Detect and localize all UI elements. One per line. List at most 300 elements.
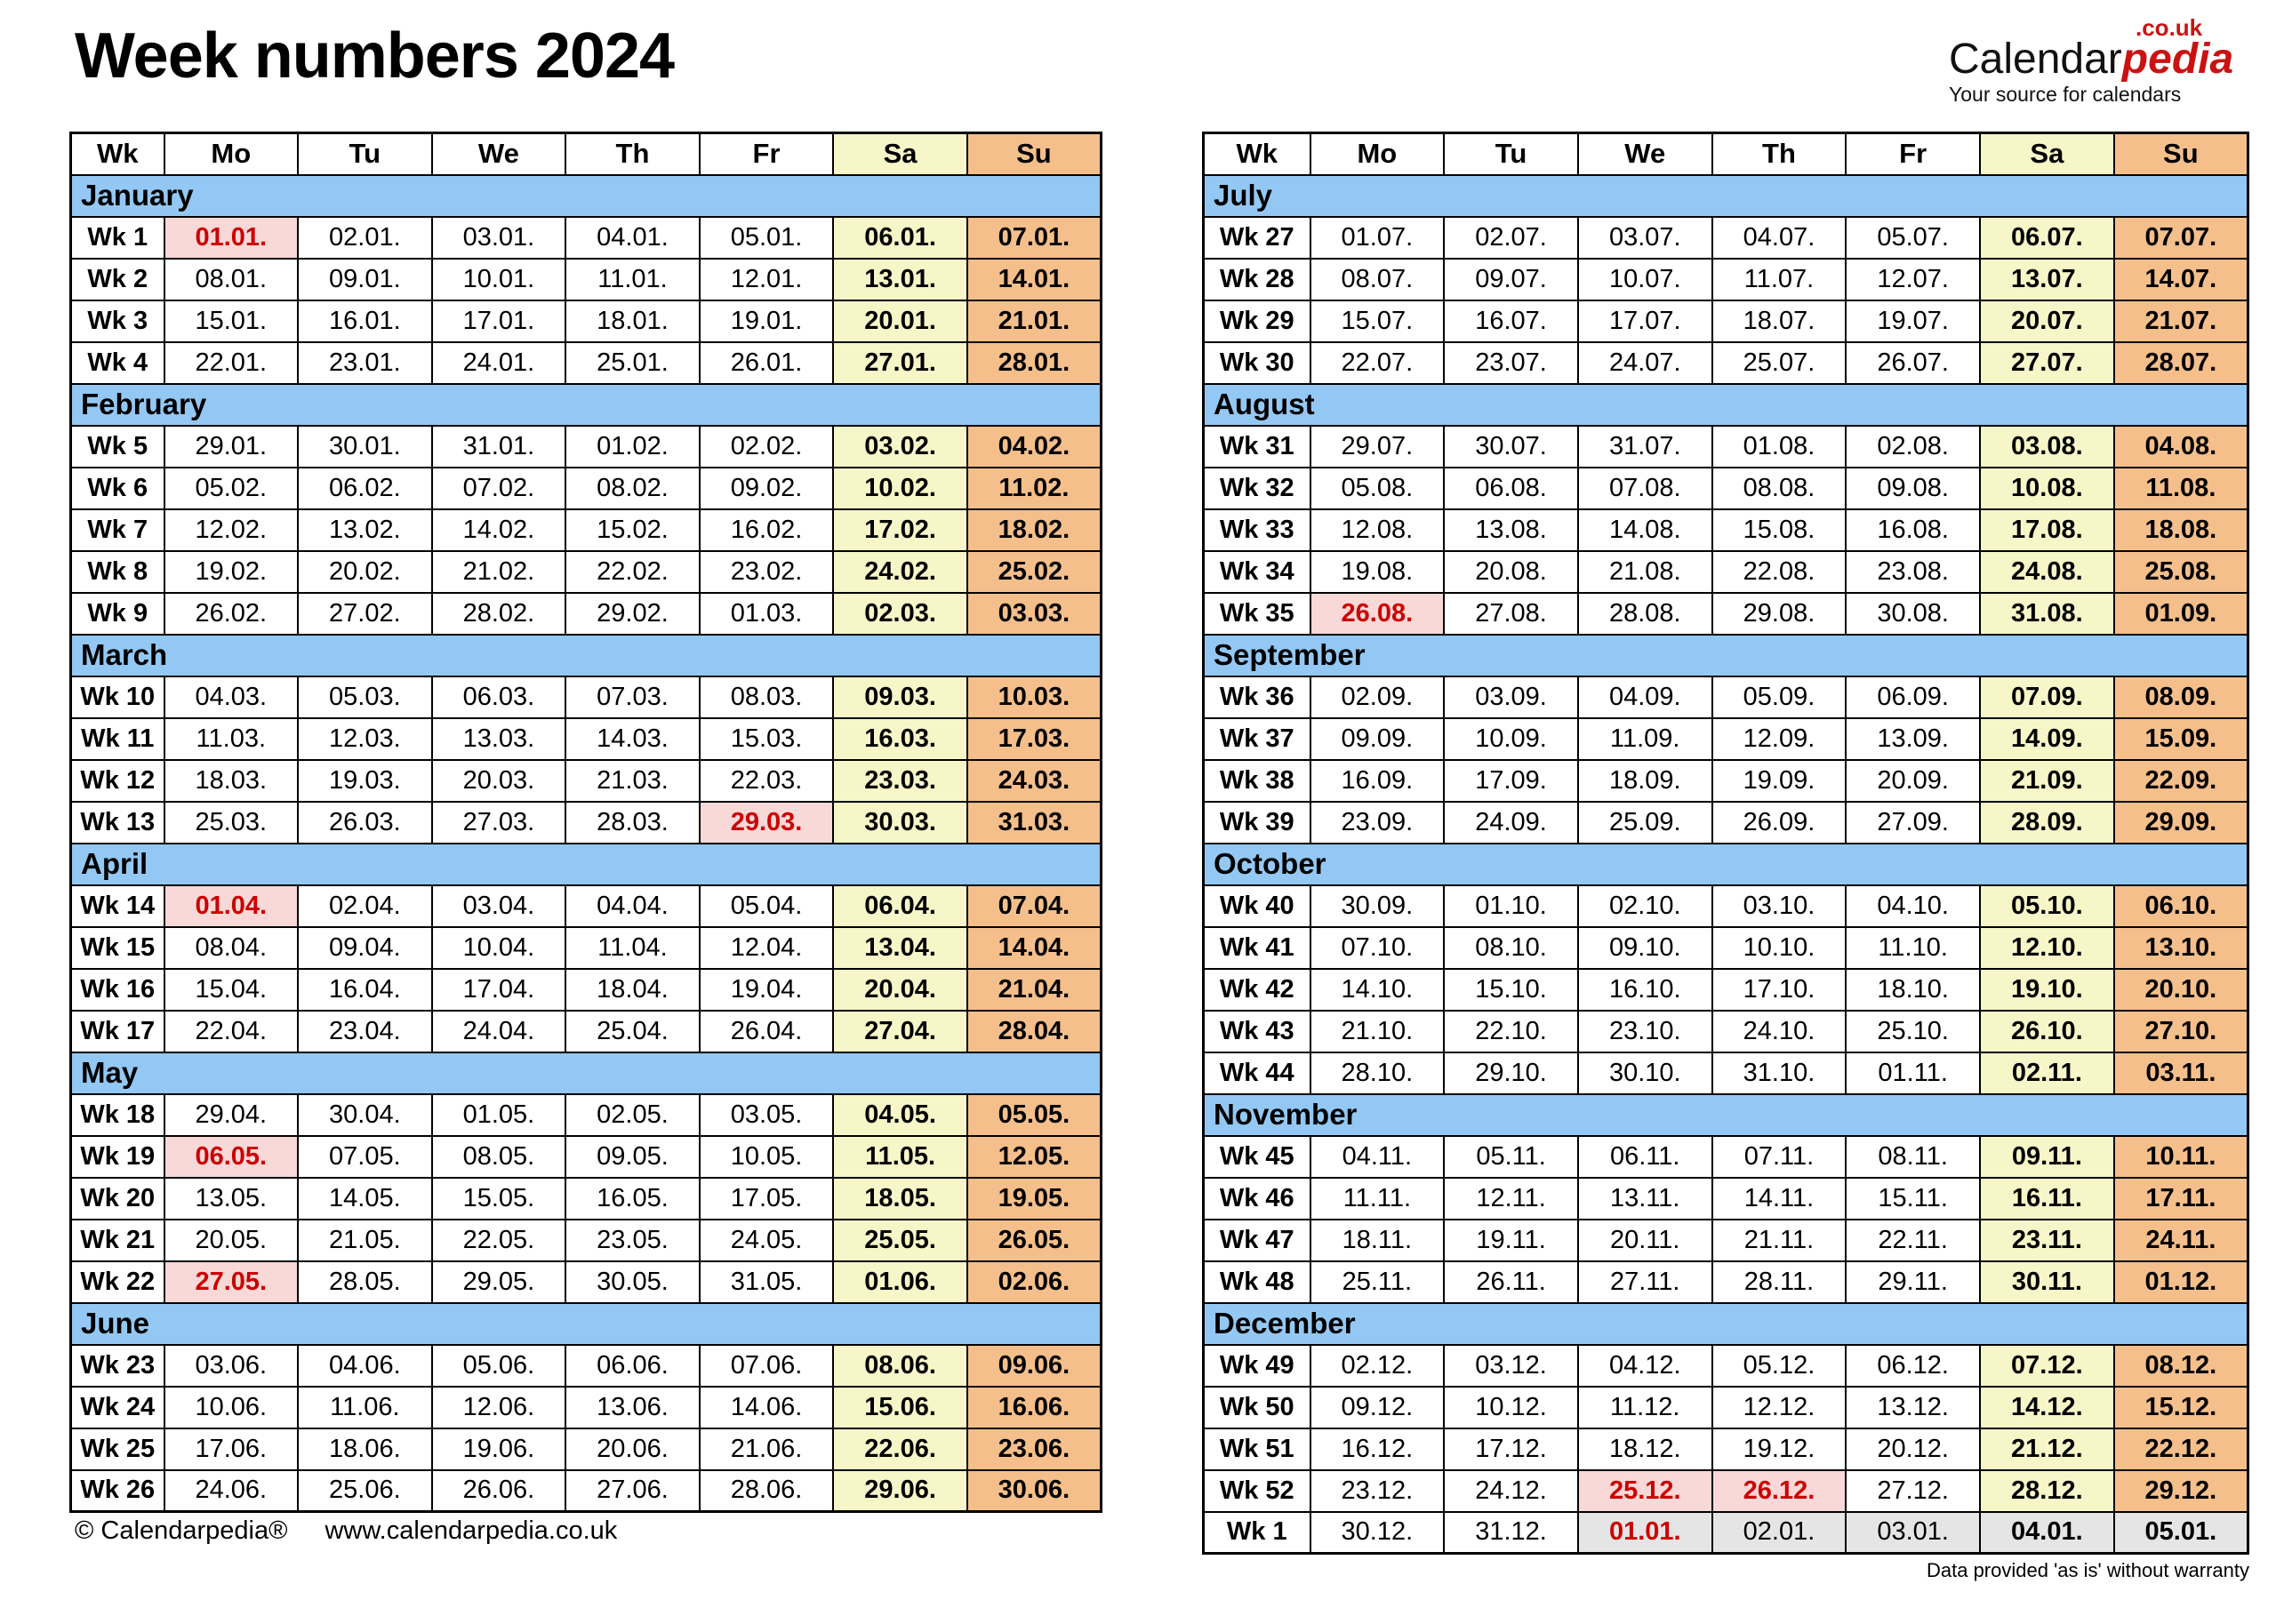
day-cell: 11.01.: [565, 259, 700, 300]
day-cell: 16.10.: [1578, 969, 1712, 1011]
day-cell: 15.10.: [1444, 969, 1578, 1011]
day-cell: 14.11.: [1712, 1178, 1847, 1220]
day-cell: 02.12.: [1310, 1345, 1445, 1387]
week-row: [71, 1345, 1102, 1387]
day-cell: 29.10.: [1444, 1052, 1578, 1094]
day-cell: 08.02.: [565, 468, 700, 509]
day-cell: 13.02.: [298, 509, 432, 551]
week-row: [71, 1178, 1102, 1220]
day-cell: 14.01.: [967, 259, 1102, 300]
day-cell: 12.01.: [700, 259, 834, 300]
day-cell: 08.05.: [432, 1136, 566, 1178]
day-cell: 07.12.: [1980, 1345, 2114, 1387]
week-row: [71, 300, 1102, 342]
week-row: [1204, 927, 2248, 969]
day-cell: 26.04.: [700, 1011, 834, 1052]
day-cell: 23.11.: [1980, 1220, 2114, 1261]
day-cell: 05.06.: [432, 1345, 566, 1387]
day-cell: 03.06.: [164, 1345, 299, 1387]
day-cell: 19.02.: [164, 551, 299, 593]
day-header-th: Th: [1712, 133, 1847, 175]
day-cell: 05.04.: [700, 885, 834, 927]
week-number-cell: Wk 40: [1204, 885, 1310, 927]
day-cell: 12.09.: [1712, 718, 1847, 760]
footer-disclaimer: Data provided 'as is' without warranty: [1926, 1559, 2249, 1581]
day-cell: 09.10.: [1578, 927, 1712, 969]
day-cell: 29.05.: [432, 1261, 566, 1303]
day-cell: 16.08.: [1846, 509, 1980, 551]
day-cell: 28.10.: [1310, 1052, 1445, 1094]
day-cell: 28.07.: [2114, 342, 2248, 384]
day-cell: 02.01.: [1712, 1512, 1847, 1554]
day-cell: 11.04.: [565, 927, 700, 969]
day-cell: 12.12.: [1712, 1387, 1847, 1428]
day-cell: 02.04.: [298, 885, 432, 927]
day-cell: 23.03.: [833, 760, 967, 802]
day-cell: 01.01.: [164, 217, 299, 259]
day-header-we: We: [432, 133, 566, 175]
day-cell: 29.01.: [164, 426, 299, 468]
day-cell: 02.07.: [1444, 217, 1578, 259]
day-cell: 10.11.: [2114, 1136, 2248, 1178]
week-row: [1204, 342, 2248, 384]
day-cell: 30.06.: [967, 1470, 1102, 1512]
calendar-table-jan-jun: [69, 132, 1102, 1513]
day-cell: 18.04.: [565, 969, 700, 1011]
day-cell: 09.09.: [1310, 718, 1445, 760]
day-cell: 26.08.: [1310, 593, 1445, 635]
day-cell: 26.12.: [1712, 1470, 1847, 1512]
week-row: [1204, 551, 2248, 593]
month-name: April: [71, 844, 1102, 885]
month-name: March: [71, 635, 1102, 676]
week-row: [1204, 1178, 2248, 1220]
day-cell: 30.04.: [298, 1094, 432, 1136]
day-cell: 26.05.: [967, 1220, 1102, 1261]
week-row: [1204, 885, 2248, 927]
day-cell: 24.07.: [1578, 342, 1712, 384]
day-cell: 08.01.: [164, 259, 299, 300]
day-cell: 11.09.: [1578, 718, 1712, 760]
day-cell: 18.06.: [298, 1428, 432, 1470]
day-cell: 18.12.: [1578, 1428, 1712, 1470]
day-cell: 17.07.: [1578, 300, 1712, 342]
week-row: [71, 718, 1102, 760]
day-cell: 01.01.: [1578, 1512, 1712, 1554]
day-cell: 29.08.: [1712, 593, 1847, 635]
day-cell: 14.06.: [700, 1387, 834, 1428]
week-number-cell: Wk 49: [1204, 1345, 1310, 1387]
day-cell: 01.03.: [700, 593, 834, 635]
day-cell: 04.02.: [967, 426, 1102, 468]
day-cell: 12.10.: [1980, 927, 2114, 969]
day-cell: 04.01.: [565, 217, 700, 259]
day-cell: 28.03.: [565, 802, 700, 844]
day-cell: 27.01.: [833, 342, 967, 384]
day-cell: 06.03.: [432, 676, 566, 718]
week-number-cell: Wk 31: [1204, 426, 1310, 468]
day-cell: 07.02.: [432, 468, 566, 509]
day-cell: 27.05.: [164, 1261, 299, 1303]
week-row: [71, 885, 1102, 927]
day-header-we: We: [1578, 133, 1712, 175]
week-number-cell: Wk 32: [1204, 468, 1310, 509]
day-cell: 06.01.: [833, 217, 967, 259]
day-cell: 23.01.: [298, 342, 432, 384]
day-cell: 19.12.: [1712, 1428, 1847, 1470]
day-cell: 07.06.: [700, 1345, 834, 1387]
day-cell: 27.06.: [565, 1470, 700, 1512]
day-cell: 11.08.: [2114, 468, 2248, 509]
week-row: [71, 802, 1102, 844]
day-cell: 21.02.: [432, 551, 566, 593]
week-row: [1204, 1052, 2248, 1094]
day-cell: 25.02.: [967, 551, 1102, 593]
week-row: [1204, 760, 2248, 802]
day-cell: 05.10.: [1980, 885, 2114, 927]
week-number-cell: Wk 1: [1204, 1512, 1310, 1554]
day-cell: 31.01.: [432, 426, 566, 468]
week-row: [1204, 217, 2248, 259]
day-cell: 19.11.: [1444, 1220, 1578, 1261]
day-cell: 11.10.: [1846, 927, 1980, 969]
day-cell: 19.05.: [967, 1178, 1102, 1220]
day-cell: 12.07.: [1846, 259, 1980, 300]
day-cell: 12.02.: [164, 509, 299, 551]
day-header-su: Su: [967, 133, 1102, 175]
day-cell: 13.05.: [164, 1178, 299, 1220]
day-cell: 19.10.: [1980, 969, 2114, 1011]
day-cell: 06.10.: [2114, 885, 2248, 927]
day-cell: 07.04.: [967, 885, 1102, 927]
day-cell: 22.02.: [565, 551, 700, 593]
day-cell: 07.09.: [1980, 676, 2114, 718]
day-cell: 02.05.: [565, 1094, 700, 1136]
day-cell: 06.11.: [1578, 1136, 1712, 1178]
day-cell: 04.03.: [164, 676, 299, 718]
footer-copyright: [75, 1516, 617, 1546]
day-cell: 16.02.: [700, 509, 834, 551]
logo-tagline: Your source for calendars: [1949, 83, 2182, 106]
day-cell: 30.12.: [1310, 1512, 1445, 1554]
week-number-cell: Wk 26: [71, 1470, 164, 1512]
day-cell: 03.03.: [967, 593, 1102, 635]
week-row: [71, 1470, 1102, 1512]
day-cell: 01.09.: [2114, 593, 2248, 635]
day-cell: 07.07.: [2114, 217, 2248, 259]
week-number-cell: Wk 13: [71, 802, 164, 844]
day-cell: 25.07.: [1712, 342, 1847, 384]
week-row: [1204, 468, 2248, 509]
week-row: [1204, 1387, 2248, 1428]
day-cell: 05.05.: [967, 1094, 1102, 1136]
day-cell: 10.10.: [1712, 927, 1847, 969]
day-cell: 18.07.: [1712, 300, 1847, 342]
day-cell: 13.09.: [1846, 718, 1980, 760]
page-title: Week numbers 2024: [75, 20, 675, 92]
day-cell: 29.03.: [700, 802, 834, 844]
month-name: November: [1204, 1094, 2248, 1136]
day-cell: 08.04.: [164, 927, 299, 969]
day-cell: 24.11.: [2114, 1220, 2248, 1261]
day-cell: 22.11.: [1846, 1220, 1980, 1261]
day-cell: 11.03.: [164, 718, 299, 760]
day-cell: 14.12.: [1980, 1387, 2114, 1428]
day-cell: 08.09.: [2114, 676, 2248, 718]
day-cell: 04.10.: [1846, 885, 1980, 927]
day-cell: 04.11.: [1310, 1136, 1445, 1178]
day-cell: 29.02.: [565, 593, 700, 635]
day-cell: 29.12.: [2114, 1470, 2248, 1512]
day-cell: 15.01.: [164, 300, 299, 342]
week-number-cell: Wk 37: [1204, 718, 1310, 760]
day-cell: 16.03.: [833, 718, 967, 760]
day-cell: 23.07.: [1444, 342, 1578, 384]
day-cell: 21.04.: [967, 969, 1102, 1011]
day-cell: 07.05.: [298, 1136, 432, 1178]
day-cell: 09.02.: [700, 468, 834, 509]
day-cell: 07.08.: [1578, 468, 1712, 509]
day-cell: 09.11.: [1980, 1136, 2114, 1178]
day-cell: 24.08.: [1980, 551, 2114, 593]
day-cell: 14.02.: [432, 509, 566, 551]
day-cell: 29.11.: [1846, 1261, 1980, 1303]
week-number-cell: Wk 7: [71, 509, 164, 551]
day-cell: 17.11.: [2114, 1178, 2248, 1220]
week-number-cell: Wk 27: [1204, 217, 1310, 259]
week-row: [71, 551, 1102, 593]
day-cell: 06.05.: [164, 1136, 299, 1178]
month-name: September: [1204, 635, 2248, 676]
week-row: [1204, 259, 2248, 300]
week-row: [1204, 509, 2248, 551]
day-header-sa: Sa: [1980, 133, 2114, 175]
day-cell: 25.03.: [164, 802, 299, 844]
day-header-th: Th: [565, 133, 700, 175]
day-cell: 23.10.: [1578, 1011, 1712, 1052]
day-cell: 14.10.: [1310, 969, 1445, 1011]
month-name: January: [71, 175, 1102, 217]
day-cell: 05.08.: [1310, 468, 1445, 509]
week-row: [1204, 426, 2248, 468]
day-cell: 25.06.: [298, 1470, 432, 1512]
day-cell: 15.08.: [1712, 509, 1847, 551]
day-cell: 08.06.: [833, 1345, 967, 1387]
day-cell: 01.08.: [1712, 426, 1847, 468]
day-cell: 06.08.: [1444, 468, 1578, 509]
day-header-mo: Mo: [1310, 133, 1445, 175]
week-row: [1204, 1220, 2248, 1261]
day-cell: 13.01.: [833, 259, 967, 300]
day-cell: 06.02.: [298, 468, 432, 509]
day-cell: 18.01.: [565, 300, 700, 342]
day-cell: 02.06.: [967, 1261, 1102, 1303]
week-row: [1204, 1345, 2248, 1387]
day-cell: 20.09.: [1846, 760, 1980, 802]
day-cell: 15.04.: [164, 969, 299, 1011]
day-cell: 14.07.: [2114, 259, 2248, 300]
day-cell: 13.08.: [1444, 509, 1578, 551]
month-row: [1204, 635, 2248, 676]
day-cell: 08.11.: [1846, 1136, 1980, 1178]
week-row: [71, 1387, 1102, 1428]
day-cell: 18.02.: [967, 509, 1102, 551]
week-number-cell: Wk 3: [71, 300, 164, 342]
day-cell: 15.05.: [432, 1178, 566, 1220]
day-cell: 21.09.: [1980, 760, 2114, 802]
day-cell: 21.07.: [2114, 300, 2248, 342]
day-header-tu: Tu: [298, 133, 432, 175]
month-row: [1204, 1303, 2248, 1345]
day-cell: 14.04.: [967, 927, 1102, 969]
day-cell: 30.10.: [1578, 1052, 1712, 1094]
day-cell: 31.03.: [967, 802, 1102, 844]
week-row: [71, 1220, 1102, 1261]
day-cell: 03.11.: [2114, 1052, 2248, 1094]
day-cell: 10.07.: [1578, 259, 1712, 300]
week-number-cell: Wk 42: [1204, 969, 1310, 1011]
day-cell: 27.09.: [1846, 802, 1980, 844]
day-cell: 24.09.: [1444, 802, 1578, 844]
day-cell: 09.01.: [298, 259, 432, 300]
day-cell: 01.02.: [565, 426, 700, 468]
week-row: [71, 927, 1102, 969]
day-cell: 28.04.: [967, 1011, 1102, 1052]
day-cell: 10.03.: [967, 676, 1102, 718]
week-number-cell: Wk 34: [1204, 551, 1310, 593]
day-cell: 23.12.: [1310, 1470, 1445, 1512]
day-cell: 24.06.: [164, 1470, 299, 1512]
day-header-wk: Wk: [71, 133, 164, 175]
day-cell: 21.08.: [1578, 551, 1712, 593]
day-cell: 26.07.: [1846, 342, 1980, 384]
day-cell: 03.04.: [432, 885, 566, 927]
day-cell: 04.05.: [833, 1094, 967, 1136]
day-cell: 09.03.: [833, 676, 967, 718]
month-name: February: [71, 384, 1102, 426]
week-number-cell: Wk 36: [1204, 676, 1310, 718]
day-cell: 18.08.: [2114, 509, 2248, 551]
week-number-cell: Wk 44: [1204, 1052, 1310, 1094]
day-cell: 28.12.: [1980, 1470, 2114, 1512]
day-cell: 31.10.: [1712, 1052, 1847, 1094]
week-number-cell: Wk 10: [71, 676, 164, 718]
day-cell: 10.08.: [1980, 468, 2114, 509]
day-cell: 07.01.: [967, 217, 1102, 259]
day-cell: 25.05.: [833, 1220, 967, 1261]
day-header-su: Su: [2114, 133, 2248, 175]
week-number-cell: Wk 23: [71, 1345, 164, 1387]
day-cell: 27.07.: [1980, 342, 2114, 384]
day-cell: 19.07.: [1846, 300, 1980, 342]
week-row: [1204, 1136, 2248, 1178]
week-number-cell: Wk 46: [1204, 1178, 1310, 1220]
day-cell: 10.09.: [1444, 718, 1578, 760]
week-number-cell: Wk 35: [1204, 593, 1310, 635]
day-cell: 09.04.: [298, 927, 432, 969]
day-cell: 24.03.: [967, 760, 1102, 802]
day-cell: 27.04.: [833, 1011, 967, 1052]
day-cell: 20.05.: [164, 1220, 299, 1261]
day-cell: 22.01.: [164, 342, 299, 384]
week-number-cell: Wk 52: [1204, 1470, 1310, 1512]
day-cell: 04.01.: [1980, 1512, 2114, 1554]
calendarpedia-logo[interactable]: [1949, 14, 2234, 107]
day-cell: 11.07.: [1712, 259, 1847, 300]
day-cell: 20.04.: [833, 969, 967, 1011]
week-row: [71, 259, 1102, 300]
day-cell: 05.02.: [164, 468, 299, 509]
day-cell: 05.09.: [1712, 676, 1847, 718]
day-cell: 28.08.: [1578, 593, 1712, 635]
week-row: [71, 217, 1102, 259]
day-cell: 24.01.: [432, 342, 566, 384]
week-row: [71, 593, 1102, 635]
day-cell: 16.11.: [1980, 1178, 2114, 1220]
week-number-cell: Wk 45: [1204, 1136, 1310, 1178]
day-cell: 14.03.: [565, 718, 700, 760]
week-row: [1204, 1470, 2248, 1512]
week-number-cell: Wk 12: [71, 760, 164, 802]
day-cell: 11.02.: [967, 468, 1102, 509]
week-number-cell: Wk 8: [71, 551, 164, 593]
day-cell: 08.10.: [1444, 927, 1578, 969]
day-cell: 21.10.: [1310, 1011, 1445, 1052]
day-cell: 25.04.: [565, 1011, 700, 1052]
day-cell: 09.07.: [1444, 259, 1578, 300]
day-cell: 06.04.: [833, 885, 967, 927]
day-cell: 28.09.: [1980, 802, 2114, 844]
day-header-tu: Tu: [1444, 133, 1578, 175]
day-cell: 10.01.: [432, 259, 566, 300]
day-cell: 06.07.: [1980, 217, 2114, 259]
day-cell: 12.04.: [700, 927, 834, 969]
day-cell: 26.03.: [298, 802, 432, 844]
day-cell: 01.10.: [1444, 885, 1578, 927]
week-number-cell: Wk 38: [1204, 760, 1310, 802]
day-cell: 04.09.: [1578, 676, 1712, 718]
day-cell: 28.05.: [298, 1261, 432, 1303]
day-cell: 20.12.: [1846, 1428, 1980, 1470]
day-cell: 22.07.: [1310, 342, 1445, 384]
day-cell: 25.01.: [565, 342, 700, 384]
website-link[interactable]: www.calendarpedia.co.uk: [325, 1516, 618, 1545]
week-row: [1204, 969, 2248, 1011]
copyright-text: © Calendarpedia®: [75, 1516, 288, 1545]
day-cell: 27.03.: [432, 802, 566, 844]
day-cell: 11.11.: [1310, 1178, 1445, 1220]
day-cell: 26.10.: [1980, 1011, 2114, 1052]
day-cell: 22.04.: [164, 1011, 299, 1052]
day-cell: 01.07.: [1310, 217, 1445, 259]
day-cell: 27.08.: [1444, 593, 1578, 635]
day-cell: 29.04.: [164, 1094, 299, 1136]
day-cell: 20.06.: [565, 1428, 700, 1470]
week-row: [71, 1136, 1102, 1178]
day-cell: 03.09.: [1444, 676, 1578, 718]
day-cell: 19.06.: [432, 1428, 566, 1470]
day-cell: 03.07.: [1578, 217, 1712, 259]
month-name: May: [71, 1052, 1102, 1094]
day-cell: 02.08.: [1846, 426, 1980, 468]
day-cell: 31.08.: [1980, 593, 2114, 635]
day-cell: 17.09.: [1444, 760, 1578, 802]
day-cell: 30.03.: [833, 802, 967, 844]
week-number-cell: Wk 50: [1204, 1387, 1310, 1428]
day-cell: 15.12.: [2114, 1387, 2248, 1428]
day-cell: 23.06.: [967, 1428, 1102, 1470]
week-row: [71, 468, 1102, 509]
